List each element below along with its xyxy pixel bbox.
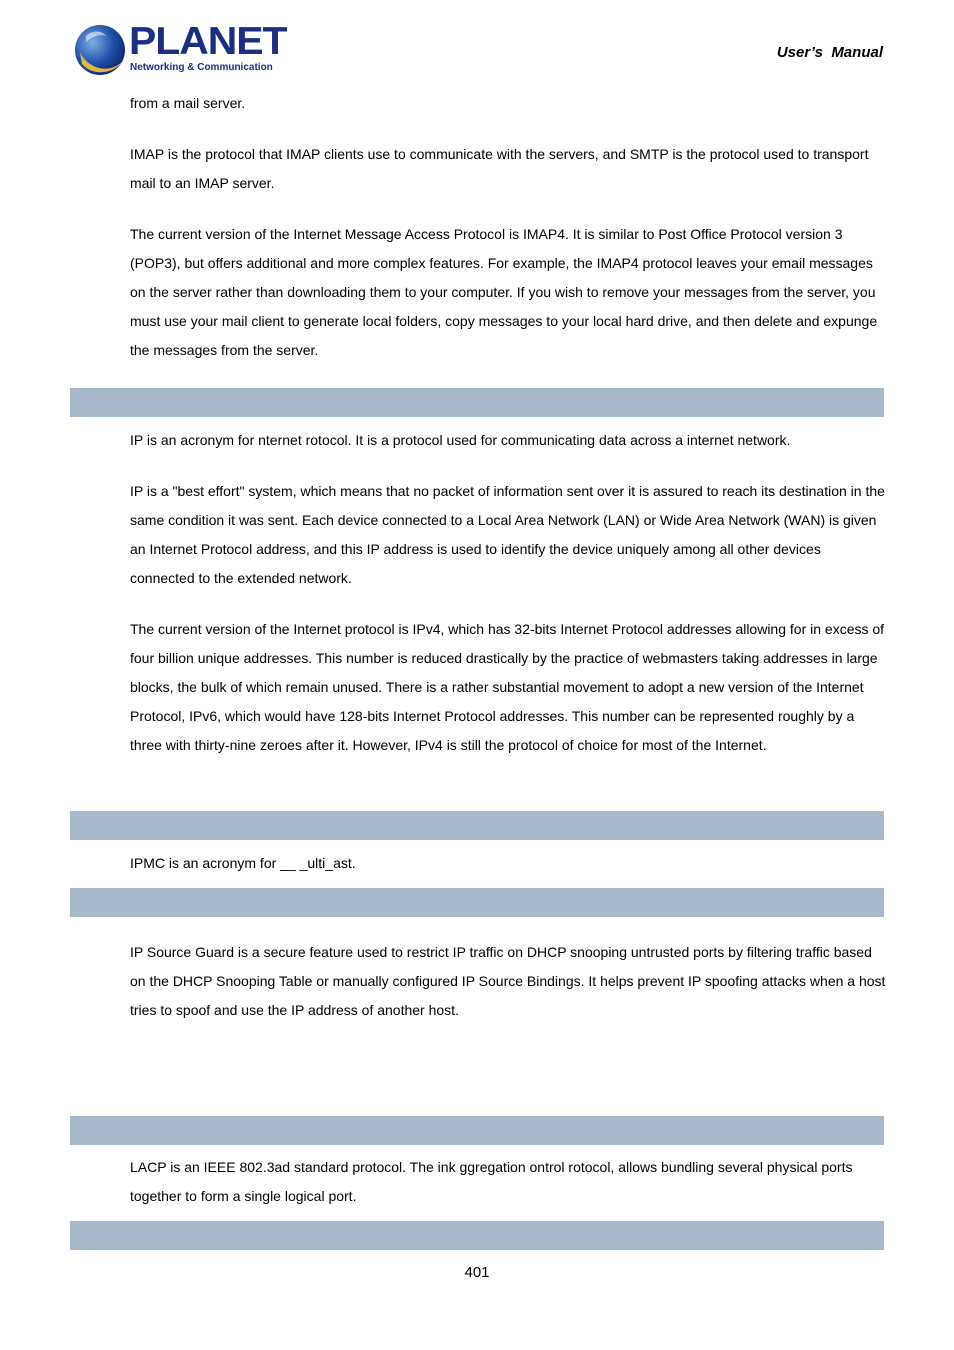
paragraph: The current version of the Internet protocol is IPv4, which has 32-bits Internet Protocol addresses allowing for in excess of four billion unique addresses. This number is reduced drastically by the practice of webmasters taking addresses in large blocks, the bulk of which remain unused. There is a rather substantial movement to adopt a new version of the Internet Protocol, IPv6, which would have 128-bits Internet Protocol addresses. This number can be represented roughly by a three with thirty-nine zeroes after it. However, IPv4 is still the protocol of choice for most of the Internet. bbox=[130, 621, 885, 753]
page-number: 401 bbox=[464, 1264, 490, 1281]
paragraph: IP is an acronym for nternet rotocol. It is a protocol used for communicating data across a internet network. bbox=[130, 432, 791, 448]
paragraph: IP Source Guard is a secure feature used to restrict IP traffic on DHCP snooping untrusted ports by filtering traffic based on the DHCP Snooping Table or manually configured IP Source Bindings. It helps prevent IP spoofing attacks when a host tries to spoof and use the IP address of another host. bbox=[130, 944, 886, 1018]
section-header-bar bbox=[70, 388, 884, 417]
section-header-bar bbox=[70, 811, 884, 840]
paragraph: IPMC is an acronym for __ _ulti_ast. bbox=[130, 855, 356, 871]
globe-icon bbox=[72, 22, 128, 78]
planet-logo bbox=[72, 20, 287, 78]
section-header-bar bbox=[70, 1221, 884, 1250]
paragraph: IMAP is the protocol that IMAP clients use to communicate with the servers, and SMTP is the protocol used to transport mail to an IMAP server. bbox=[130, 146, 869, 191]
brand-name: PLANET bbox=[129, 20, 287, 63]
section-header-bar bbox=[70, 1116, 884, 1145]
brand-tagline: Networking & Communication bbox=[130, 62, 273, 73]
manual-title: User’s Manual bbox=[776, 44, 883, 61]
paragraph: IP is a "best effort" system, which means that no packet of information sent over it is assured to reach its destination in the same condition it was sent. Each device connected to a Local Area Network (LAN) or Wide Area Network (WAN) is given an Internet Protocol address, and this IP address is used to identify the device uniquely among all other devices connected to the extended network. bbox=[130, 483, 885, 586]
paragraph: The current version of the Internet Message Access Protocol is IMAP4. It is similar to Post Office Protocol version 3 (POP3), but offers additional and more complex features. For example, the IMAP4 protocol leaves your email messages on the server rather than downloading them to your computer. If you wish to remove your messages from the server, you must use your mail client to generate local folders, copy messages to your local hard drive, and then delete and expunge the messages from the server. bbox=[130, 226, 878, 358]
section-header-bar bbox=[70, 888, 884, 917]
paragraph: LACP is an IEEE 802.3ad standard protocol. The ink ggregation ontrol rotocol, allows bundling several physical ports together to form a single logical port. bbox=[130, 1159, 853, 1204]
paragraph: from a mail server. bbox=[130, 95, 246, 111]
